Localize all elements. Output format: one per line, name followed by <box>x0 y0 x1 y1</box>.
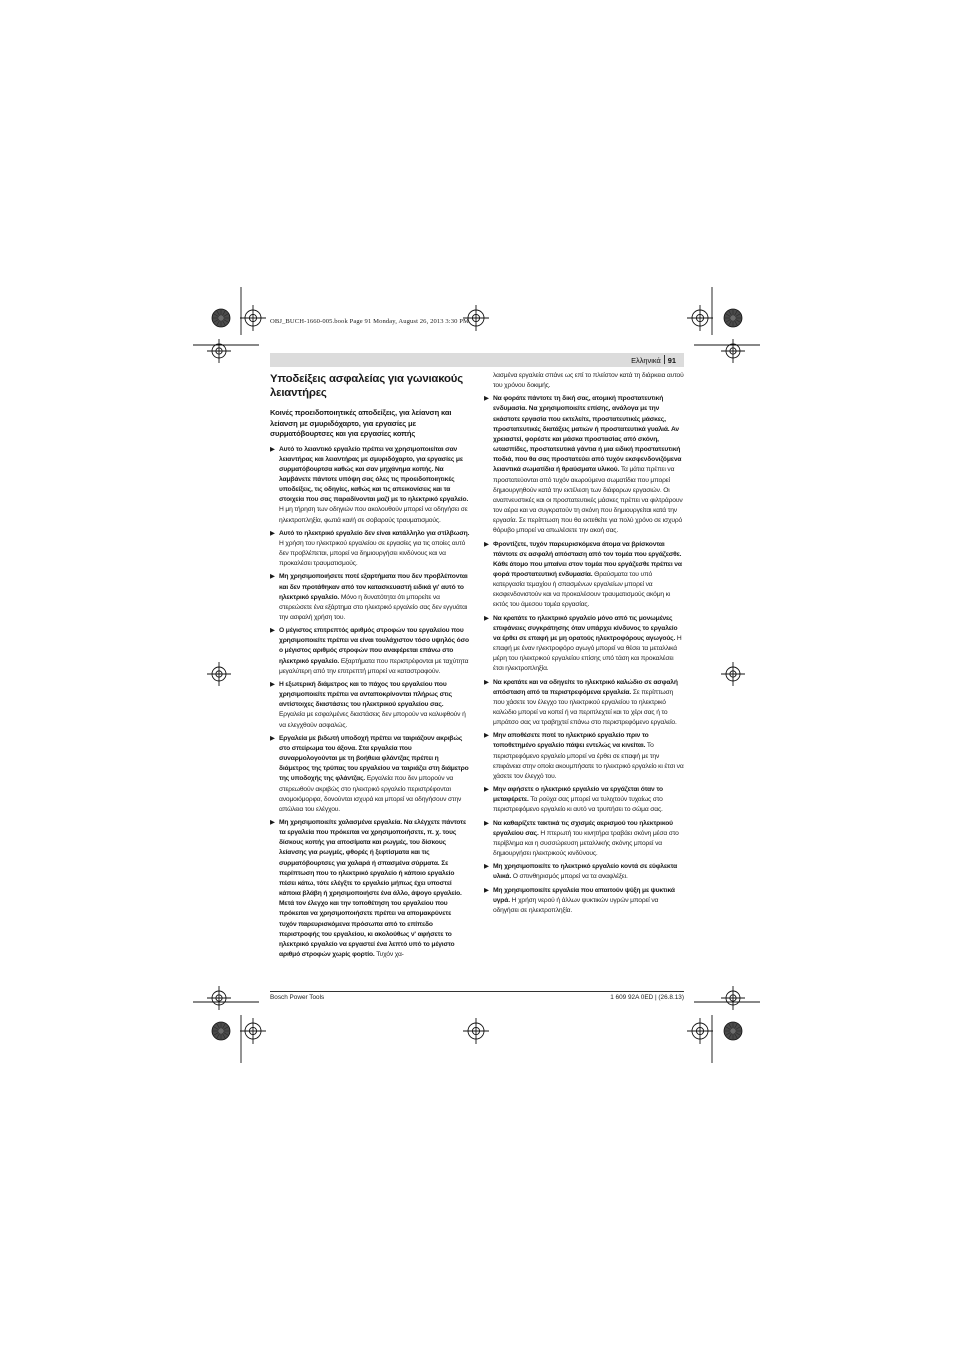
warning-text: Η μη τήρηση των οδηγιών που ακολουθούν μπορεί να οδηγήσει σε ηλεκτροπληξία, φωτιά και/ή σε σοβαρούς τραυματισμούς. <box>279 506 468 524</box>
bullet-arrow-icon: ▶ <box>270 734 275 742</box>
bullet-arrow-icon: ▶ <box>270 627 275 635</box>
bullet-arrow-icon: ▶ <box>484 614 489 622</box>
warning-text: Ο σπινθηρισμός μπορεί να τα αναφλέξει. <box>511 873 628 881</box>
warning-text: Θραύσματα του υπό κατεργασία τεμαχίου ή σπασμένων εργαλείων μπορεί να εκσφενδονιστούν και να προκαλέσουν τραυματισμούς ακόμη κι εκτός του άμεσου τομέα εργασίας. <box>493 570 671 609</box>
bullet-arrow-icon: ▶ <box>484 786 489 794</box>
warning-text: Η χρήση νερού ή άλλων ψυκτικών υγρών μπορεί να οδηγήσει σε ηλεκτροπληξία. <box>493 896 659 914</box>
warning-item <box>484 394 684 536</box>
bullet-arrow-icon: ▶ <box>484 732 489 740</box>
bullet-arrow-icon: ▶ <box>270 529 275 537</box>
warning-item <box>270 445 470 526</box>
warning-bold-text: Να καθαρίζετε τακτικά τις σχισμές αερισμού του ηλεκτρικού εργαλείου σας. <box>493 819 673 837</box>
bullet-arrow-icon: ▶ <box>270 818 275 826</box>
warning-bold-text: Εργαλεία με βιδωτή υποδοχή πρέπει να ταιριάζουν ακριβώς στο σπείρωμα του άξονα. Στα εργαλεία που συναρμολογούνται με τη βοήθεια φλάντζας πρέπει η διάμετρος της τρύπας του εργαλείου να ταιριάζει στη διάμετρο της υποδοχής της φλάντζας. <box>279 734 469 783</box>
warning-item <box>270 734 470 815</box>
bullet-arrow-icon: ▶ <box>270 573 275 581</box>
section-title: Υποδείξεις ασφαλείας για γωνιακούς λειαντήρες <box>270 373 463 399</box>
page-number: 91 <box>667 356 676 365</box>
warning-text: Εργαλεία με εσφαλμένες διαστάσεις δεν μπορούν να καλυφθούν ή να ελεγχθούν ασφαλώς. <box>279 711 466 729</box>
warning-bold-text: Αυτό το ηλεκτρικό εργαλείο δεν είναι κατάλληλο για στίλβωση. <box>279 529 470 537</box>
footer-rule <box>270 991 684 992</box>
warning-item <box>484 862 684 882</box>
warning-item <box>484 731 684 782</box>
warning-item <box>270 529 470 570</box>
warning-item <box>484 540 684 611</box>
footer-brand: Bosch Power Tools <box>270 994 325 1001</box>
warning-item <box>270 680 470 731</box>
warning-item <box>270 572 470 623</box>
warning-bold-text: Να κρατάτε το ηλεκτρικό εργαλείο μόνο από τις μονωμένες επιφάνειες συγκράτησης όταν υπάρχει κίνδυνος το εργαλείο να έρθει σε επαφή με μη ορατούς ηλεκτροφόρους αγωγούς. <box>493 614 678 642</box>
bullet-arrow-icon: ▶ <box>270 680 275 688</box>
warning-bold-text: Να κρατάτε και να οδηγείτε το ηλεκτρικό καλώδιο σε ασφαλή απόσταση από τα περιστρεφόμενα εργαλεία. <box>493 678 678 696</box>
warning-text: Το περιστρεφόμενο εργαλείο μπορεί να έρθει σε επαφή με την επιφάνεια στην οποία ακουμπήσατε το ηλεκτρικό εργαλείο κι έτσι να χάσετε τον έλεγχό του. <box>493 742 684 780</box>
left-column <box>270 372 470 963</box>
bullet-arrow-icon: ▶ <box>484 886 489 894</box>
section-subtitle: Κοινές προειδοποιητικές αποδείξεις, για λείανση και λείανση με σμυριδόχαρτο, για εργασίες με συρματόβουρτσες και για εργασίες κοπής <box>270 408 452 438</box>
warning-bold-text: Η εξωτερική διάμετρος και το πάχος του εργαλείου που χρησιμοποιείτε πρέπει να ανταποκρίνονται πλήρως στις αντίστοιχες διαστάσεις του ηλεκτρικού εργαλείου σας. <box>279 680 452 709</box>
warning-item <box>270 626 470 677</box>
footer-doc-number: 1 609 92A 0ED | (26.8.13) <box>610 994 684 1001</box>
warning-text: Η χρήση του ηλεκτρικού εργαλείου σε εργασίες για τις οποίες αυτό δεν προβλέπεται, μπορεί να δημιουργήσει κινδύνους και να προκαλέσει τραυματισμούς. <box>279 539 466 568</box>
warning-bold-text: Ο μέγιστος επιτρεπτός αριθμός στροφών του εργαλείου που χρησιμοποιείτε πρέπει να είναι τουλάχιστον τόσο υψηλός όσο ο μέγιστος αριθμός στροφών που αναφέρεται επάνω στο ηλεκτρικό εργαλείο. <box>279 627 469 665</box>
bullet-arrow-icon: ▶ <box>270 445 275 453</box>
continued-text: λασμένα εργαλεία σπάνε ως επί το πλείστον κατά τη διάρκεια αυτού του χρόνου δοκιμής. <box>493 372 684 390</box>
warning-text: Τα ρούχα σας μπορεί να τυλιχτούν τυχαίως στο περιστρεφόμενο εργαλείο κι αυτό να τρυπήσει το σώμα σας. <box>493 796 663 814</box>
warning-item <box>484 678 684 729</box>
page-header-bar <box>270 353 684 367</box>
warning-item <box>270 818 470 960</box>
warning-text: Η επαφή με έναν ηλεκτροφόρο αγωγό μπορεί να θέσει τα μεταλλικά μέρη του ηλεκτρικού εργαλείου επίσης υπό τάση και προκαλέσει έτσι ηλεκτροπληξία. <box>493 634 682 673</box>
warning-item <box>484 614 684 675</box>
warning-bold-text: Μην αφήσετε ο ηλεκτρικό εργαλείο να εργάζεται όταν το μεταφέρετε. <box>493 786 663 804</box>
warning-bold-text: Μη χρησιμοποιείτε εργαλεία που απαιτούν ψύξη με ψυκτικά υγρά. <box>493 886 675 904</box>
warning-text: Η πτερωτή του κινητήρα τραβάει σκόνη μέσα στο περίβλημα και η συσσώρευση μεταλλικής σκόνης μπορεί να δημιουργήσει ηλεκτρικούς κινδύνους. <box>493 829 679 858</box>
warning-text: Εξαρτήματα που περιστρέφονται με ταχύτητα μεγαλύτερη από την επιτρεπτή μπορεί να καταστραφούν. <box>279 657 469 675</box>
warning-text: Τα μάτια πρέπει να προστατεύονται από τυχόν αιωρούμενα σωματίδια που μπορεί δημιουργηθούν κατά την εκτέλεση των διάφορων εργασιών. Οι αναπνευστικές και οι προστατευτικές μάσκες πρέπει να φιλτράρουν τον αέρα και να συγκρατούν τη σκόνη που δημιουργείται κατά την εργασία. Σε περίπτωση που θα εκτεθείτε για πολύ χρόνο σε ισχυρό θόρυβο μπορεί να απωλέσετε την ακοή σας. <box>493 466 683 535</box>
warning-bold-text: Φροντίζετε, τυχόν παρευρισκόμενα άτομα να βρίσκονται πάντοτε σε ασφαλή απόσταση από τον τομέα που εργάζεσθε. Κάθε άτομο που μπαίνει στον τομέα που εργάζεσθε πρέπει να φορά προστατευτική ενδυμασία. <box>493 540 682 578</box>
warning-item <box>484 886 684 916</box>
bullet-arrow-icon: ▶ <box>484 678 489 686</box>
warning-item <box>484 785 684 815</box>
warning-bold-text: Μην αποθέσετε ποτέ το ηλεκτρικό εργαλείο πριν το τοποθετημένο εργαλείο πάψει εντελώς να κινείται. <box>493 732 649 750</box>
warning-text: Σε περίπτωση που χάσετε τον έλεγχο του ηλεκτρικού εργαλείου το ηλεκτρικό καλώδιο μπορεί να κοπεί ή να περιπλεχτεί και το χέρι σας ή το μπράτσο σας να τραβηχτεί επάνω στο περιστρεφόμενο εργαλείο. <box>493 688 677 727</box>
warning-bold-text: Μη χρησιμοποιήσετε ποτέ εξαρτήματα που δεν προβλέπονται και δεν προτάθηκαν από τον κατασκευαστή ειδικά γι' αυτό το ηλεκτρικό εργαλείο. <box>279 573 468 601</box>
bullet-arrow-icon: ▶ <box>484 819 489 827</box>
left-warning-list <box>270 445 470 961</box>
bullet-arrow-icon: ▶ <box>484 395 489 403</box>
right-warning-list <box>484 394 684 916</box>
header-language: Ελληνικά <box>631 356 661 365</box>
warning-bold-text: Μη χρησιμοποιείτε χαλασμένα εργαλεία. Να ελέγχετε πάντοτε τα εργαλεία που πρόκειται να χρησιμοποιήσετε, π. χ. τους δίσκους κοπής για αποσίματα και ρωγμές, του δίσκους λείανσης για ρωγμές, φθορές ή ξεφτίσματα και τις συρματόβουρτσες για χαλαρά ή σπασμένα σύρματα. Σε περίπτωση που το ηλεκτρικό εργαλείο ή κάποιο εργαλείο πέσει κάτω, τότε ελέγξτε το εργαλείο μήπως έχει υποστεί κάποια βλάβη ή χρησιμοποιήστε ένα άλλο, άψογο εργαλείο. Μετά τον έλεγχο και την τοποθέτηση του εργαλείου που πρόκειται να χρησιμοποιήσετε πρέπει να απομακρύνετε τυχόν παρευρισκόμενα πρόσωπα από το επίπεδο περιστροφής του εργαλείου, κι ακολούθως ν' αφήσετε το ηλεκτρικό εργαλείο να εργαστεί ένα λεπτό υπό το μέγιστο αριθμό στροφών χωρίς φορτίο. <box>279 818 467 958</box>
warning-text: Τυχόν χα- <box>374 951 404 958</box>
page-header <box>631 355 676 365</box>
warning-item <box>484 819 684 860</box>
warning-text: Μόνο η δυνατότητα ότι μπορείτε να στερεώσετε ένα εξάρτημα στο ηλεκτρικό εργαλείο σας δεν εγγυάται την ασφαλή χρήση του. <box>279 593 468 621</box>
right-column <box>484 371 684 919</box>
bullet-arrow-icon: ▶ <box>484 540 489 548</box>
print-info-line: OBJ_BUCH-1660-005.book Page 91 Monday, August 26, 2013 3:30 PM <box>270 318 470 325</box>
bullet-arrow-icon: ▶ <box>484 863 489 871</box>
header-separator <box>664 355 665 364</box>
warning-bold-text: Μη χρησιμοποιείτε το ηλεκτρικό εργαλείο κοντά σε εύφλεκτα υλικά. <box>493 863 678 881</box>
warning-text: Εργαλεία που δεν μπορούν να στερεωθούν ακριβώς στο ηλεκτρικό εργαλείο περιστρέφονται ανομοιόμορφα, δονούνται ισχυρά και μπορεί να οδηγήσουν στην απώλεια του ελέγχου. <box>279 775 462 813</box>
warning-bold-text: Αυτό το λειαντικό εργαλείο πρέπει να χρησιμοποιείται σαν λειαντήρας και λειαντήρας με σμυριδόχαρτο, για εργασίες με συρματόβουρτσα καθώς και σαν μηχάνημα κοπής. Να λαμβάνετε πάντοτε υπόψη σας όλες τις προειδοποιητικές υποδείξεις, τις οδηγίες, καθώς και τις απεικονίσεις και τα στοιχεία που σας παραδίνονται μαζί με το ηλεκτρικό εργαλείο. <box>279 445 469 504</box>
warning-bold-text: Να φοράτε πάντοτε τη δική σας, ατομική προστατευτική ενδυμασία. Να χρησιμοποιείτε επίσης, ανάλογα με την εκάστοτε εργασία που εκτελείτε, προστατευτικές μάσκες, προστατευτικές διατάξεις ματιών ή προστατευτικά γυαλιά. Αν χρειαστεί, φορέστε και μάσκα προστασίας από σκόνη, ωτασπίδες, προστατευτικά γάντια ή μια ειδική προστατευτική ποδιά, που θα σας προστατεύει από τυχόν εκσφενδονιζόμενα λειαντικά σωματίδια ή θραύσματα υλικού. <box>493 395 682 474</box>
